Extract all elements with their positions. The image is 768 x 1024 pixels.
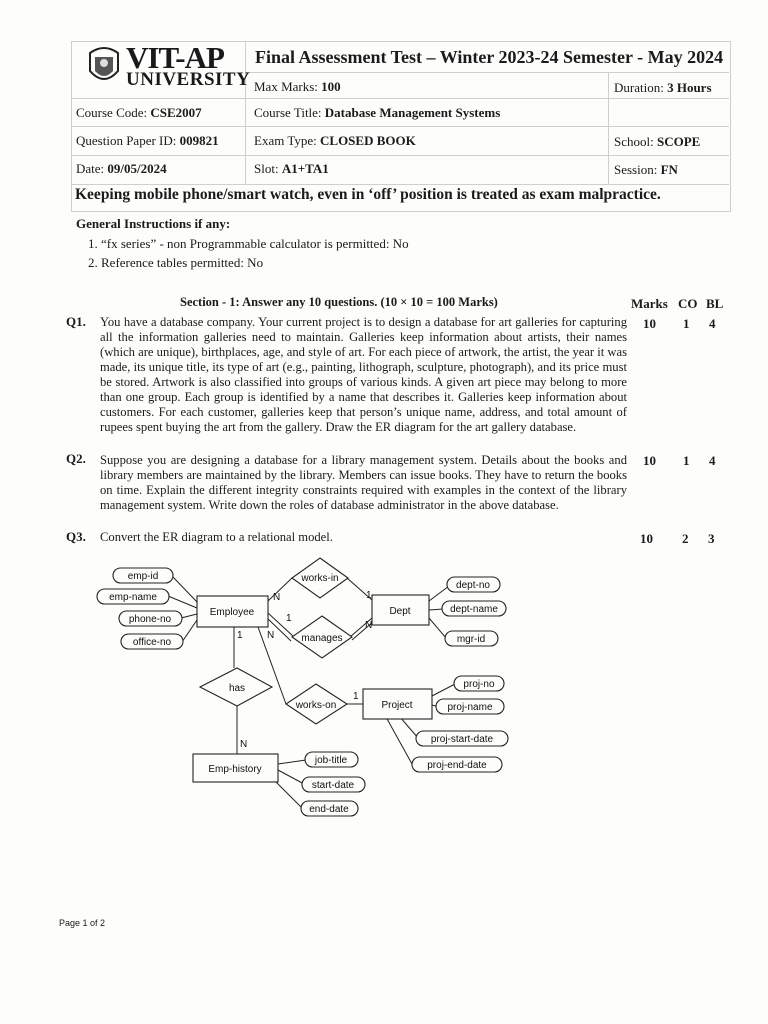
er-entity-employee: Employee bbox=[209, 607, 255, 618]
question-co: 1 bbox=[683, 453, 690, 468]
question-bl: 4 bbox=[709, 316, 716, 331]
er-rel-manages: manages bbox=[301, 633, 343, 644]
er-card: N bbox=[240, 739, 248, 750]
question-paper-id: Question Paper ID: 009821 bbox=[76, 133, 219, 148]
max-marks: Max Marks: 100 bbox=[254, 79, 341, 94]
slot: Slot: A1+TA1 bbox=[254, 161, 329, 176]
er-rel-has: has bbox=[228, 683, 246, 694]
school: School: SCOPE bbox=[614, 134, 701, 149]
er-card: N bbox=[365, 620, 373, 631]
instruction-item: 2. Reference tables permitted: No bbox=[88, 255, 264, 270]
er-card: 1 bbox=[366, 590, 372, 601]
er-attr-proj-start-date: proj-start-date bbox=[430, 734, 494, 745]
er-attr-mgr-id: mgr-id bbox=[456, 634, 486, 645]
instructions-heading: General Instructions if any: bbox=[76, 216, 231, 231]
er-rel-works-on: works-on bbox=[295, 700, 337, 711]
er-entity-dept: Dept bbox=[389, 606, 411, 617]
question-text: You have a database company. Your current project is to design a database for art galleries for capturing all the information galleries need to maintain. Galleries keep information about artists, their names (which are unique), birthplaces, age, and style of art. For each piece of artwork, the artist, the year it was made, its unique title, its type of art (e.g., painting, lithograph, sculpture, photograph), and its price must be stored. Artwork is also classified into groups of various kinds. A given art piece may belong to more than one group. Each group is identified by a name that describes it. Galleries keep information about customers. For each customer, galleries keep that person’s unique name, address, and total amount of rupees spent buying the art from the gallery. Draw the ER diagram for the art gallery database. bbox=[100, 315, 627, 434]
er-card: N bbox=[273, 592, 281, 603]
instruction-item: 1. “fx series” - non Programmable calculator is permitted: No bbox=[88, 236, 409, 251]
er-attr-job-title: job-title bbox=[314, 755, 348, 766]
question-text: Suppose you are designing a database for a library management system. Details about the books and library members are maintained by the library. Members can issue books. They have to return the books on time. Explain the different integrity constraints required with examples in the context of the library management system. Write down the roles of database administrator in the above database. bbox=[100, 453, 627, 512]
question-co: 2 bbox=[682, 531, 689, 546]
section-title: Section - 1: Answer any 10 questions. (10 × 10 = 100 Marks) bbox=[180, 295, 498, 309]
er-attr-emp-name: emp-name bbox=[109, 592, 157, 603]
er-card: N bbox=[267, 630, 275, 641]
exam-title: Final Assessment Test – Winter 2023-24 Semester - May 2024 bbox=[255, 47, 724, 67]
course-code: Course Code: CSE2007 bbox=[76, 105, 202, 120]
course-title: Course Title: Database Management Systems bbox=[254, 105, 501, 120]
question-bl: 3 bbox=[708, 531, 715, 546]
question-marks: 10 bbox=[640, 531, 653, 546]
er-card: 1 bbox=[286, 613, 292, 624]
question-marks: 10 bbox=[643, 316, 656, 331]
er-entity-project: Project bbox=[381, 700, 413, 711]
question-number: Q1. bbox=[66, 314, 86, 329]
er-attr-proj-no: proj-no bbox=[463, 679, 495, 690]
question-text: Convert the ER diagram to a relational model. bbox=[100, 530, 333, 544]
session: Session: FN bbox=[614, 162, 678, 177]
col-co-header: CO bbox=[678, 296, 698, 311]
col-marks-header: Marks bbox=[631, 296, 668, 311]
er-attr-phone-no: phone-no bbox=[128, 614, 172, 625]
university-name-line2: UNIVERSITY bbox=[126, 69, 251, 90]
question-marks: 10 bbox=[643, 453, 656, 468]
er-attr-proj-name: proj-name bbox=[447, 702, 493, 713]
er-card: 1 bbox=[237, 630, 243, 641]
exam-type: Exam Type: CLOSED BOOK bbox=[254, 133, 416, 148]
col-bl-header: BL bbox=[706, 296, 724, 311]
er-attr-office-no: office-no bbox=[132, 637, 172, 648]
exam-date: Date: 09/05/2024 bbox=[76, 161, 167, 176]
er-attr-end-date: end-date bbox=[309, 804, 349, 815]
er-attr-dept-name: dept-name bbox=[450, 604, 498, 615]
question-number: Q3. bbox=[66, 529, 86, 544]
er-attr-proj-end-date: proj-end-date bbox=[427, 760, 487, 771]
university-name-line1: VIT-AP bbox=[126, 40, 224, 75]
er-attr-emp-id: emp-id bbox=[127, 571, 159, 582]
question-bl: 4 bbox=[709, 453, 716, 468]
question-number: Q2. bbox=[66, 451, 86, 466]
er-rel-works-in: works-in bbox=[301, 573, 339, 584]
er-attr-start-date: start-date bbox=[311, 780, 355, 791]
malpractice-warning: Keeping mobile phone/smart watch, even in ‘off’ position is treated as exam malpractice. bbox=[75, 186, 661, 203]
question-co: 1 bbox=[683, 316, 690, 331]
er-attr-dept-no: dept-no bbox=[456, 580, 490, 591]
er-entity-emp-history: Emp-history bbox=[208, 764, 262, 775]
page-footer: Page 1 of 2 bbox=[59, 918, 106, 928]
duration: Duration: 3 Hours bbox=[614, 80, 712, 95]
er-card: 1 bbox=[353, 691, 359, 702]
